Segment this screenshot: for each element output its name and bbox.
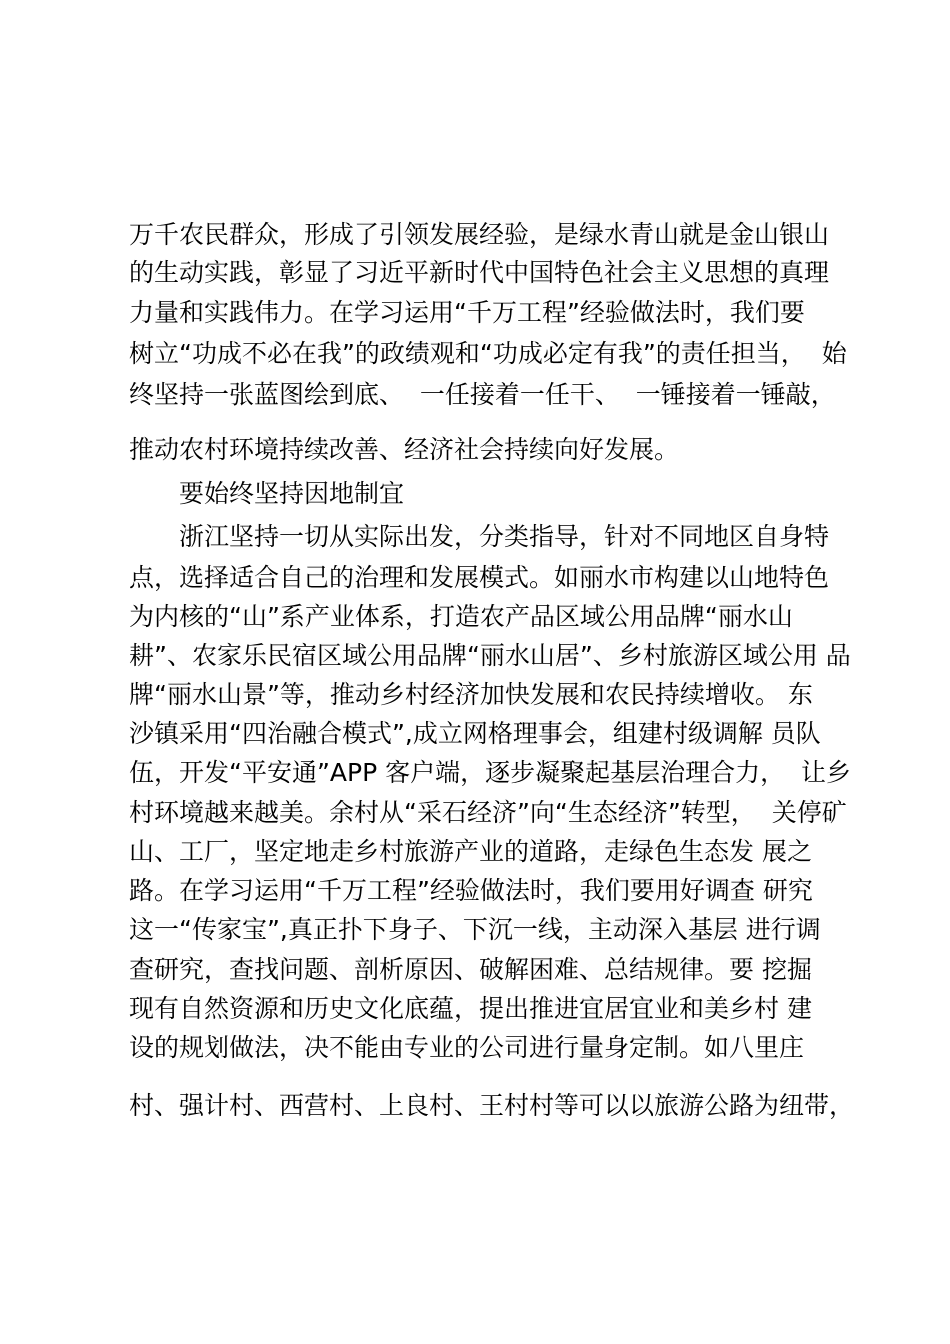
body-text-line: 为内核的“山”系产业体系，打造农产品区域公用品牌“丽水山 [129,602,793,631]
body-text-line: 牌“丽水山景”等，推动乡村经济加快发展和农民持续增收。 东 [129,680,813,709]
body-text-line: 设的规划做法，决不能由专业的公司进行量身定制。如八里庄 [129,1033,805,1062]
body-text-line: 这一“传家宝”,真正扑下身子、下沉一线，主动深入基层 进行调 [129,915,821,944]
body-text-line: 村、强计村、西营村、上良村、王村村等可以以旅游公路为纽带， [129,1091,855,1120]
body-text-line: 点，选择适合自己的治理和发展模式。如丽水市构建以山地特色 [129,563,830,592]
body-text-line: 万千农民群众，形成了引领发展经验，是绿水青山就是金山银山 [129,220,830,249]
body-text-line: 山、工厂，坚定地走乡村旅游产业的道路，走绿色生态发 展之 [129,837,812,866]
body-text-line: 树立“功成不必在我”的政绩观和“功成必定有我”的责任担当， 始 [129,339,847,368]
body-text-line: 路。在学习运用“千万工程”经验做法时，我们要用好调查 研究 [129,876,813,905]
body-text-line: 查研究，查找问题、剖析原因、破解困难、总结规律。要 挖掘 [129,955,812,984]
body-text-line: 现有自然资源和历史文化底蕴，提出推进宜居宜业和美乡村 建 [129,994,812,1023]
body-text-line: 伍，开发“平安通”APP 客户端，逐步凝聚起基层治理合力， 让乡 [129,758,851,787]
body-text-line: 终坚持一张蓝图绘到底、 一任接着一任干、 一锤接着一锤敲， [129,380,836,409]
body-text-line: 力量和实践伟力。在学习运用“千万工程”经验做法时，我们要 [129,298,805,327]
section-heading: 要始终坚持因地制宜 [179,479,405,508]
body-text-line: 的生动实践，彰显了习近平新时代中国特色社会主义思想的真理 [129,258,830,287]
body-text-line: 耕”、农家乐民宿区域公用品牌“丽水山居”、乡村旅游区域公用 品 [129,641,851,670]
body-text-line: 沙镇采用“四治融合模式”,成立网格理事会，组建村级调解 员队 [129,719,821,748]
body-text-line: 浙江坚持一切从实际出发，分类指导，针对不同地区自身特 [179,522,830,551]
body-text-line: 村环境越来越美。余村从“采石经济”向“生态经济”转型， 关停矿 [129,798,847,827]
body-text-line: 推动农村环境持续改善、经济社会持续向好发展。 [129,435,680,464]
